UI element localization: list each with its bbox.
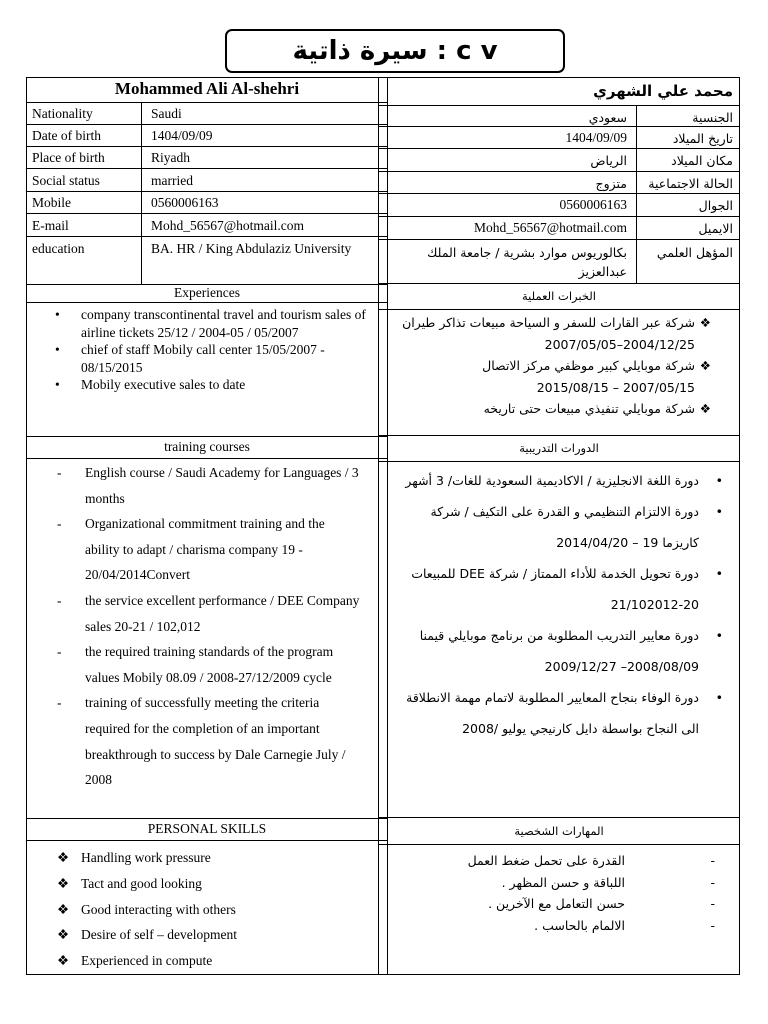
list-item: • company transcontinental travel and tourism sales of airline tickets 25/12 / 2004-05 / 05/2007 <box>55 307 366 340</box>
list-item: - الالمام بالحاسب . <box>534 917 715 933</box>
english-column <box>26 77 388 975</box>
skills-list <box>57 845 367 974</box>
experiences-heading: Experiences <box>174 285 240 300</box>
list-item: - Organizational commitment training and the ability to adapt / charisma company 19 - 20/04/2014Convert <box>57 516 325 583</box>
training-heading-ar: الدورات التدريبية <box>519 441 599 455</box>
list-item: • Mobily executive sales to date <box>55 377 246 392</box>
list-item: • دورة الوفاء بنجاح المعايير المطلوبة لاتمام مهمة الانطلاقة الى النجاح بواسطة دايل كارنيجي يوليو /2008 <box>406 690 723 736</box>
cv-title: سيرة ذاتية : c v <box>225 29 565 73</box>
label-education: education <box>32 241 85 256</box>
label-education-ar: المؤهل العلمي <box>656 245 733 260</box>
skills-list-ar <box>415 850 715 936</box>
label-nationality: Nationality <box>32 106 93 121</box>
training-heading: training courses <box>164 439 250 454</box>
skills-heading-ar: المهارات الشخصية <box>514 824 604 838</box>
value-education: BA. HR / King Abdulaziz University <box>151 241 352 256</box>
label-place-of-birth-ar: مكان الميلاد <box>671 153 733 168</box>
list-item: - اللباقة و حسن المظهر . <box>501 874 715 890</box>
list-item: ❖ Handling work pressure <box>57 845 367 871</box>
label-nationality-ar: الجنسية <box>692 110 733 125</box>
diamond-bullet-icon: ❖ <box>699 358 711 373</box>
list-item: - the service excellent performance / DEE Company sales 20-21 / 102,012 <box>57 592 360 634</box>
value-place-of-birth: Riyadh <box>151 150 190 165</box>
value-mobile-ar: 0560006163 <box>559 197 627 212</box>
diamond-bullet-icon: ❖ <box>699 315 711 330</box>
list-item: - حسن التعامل مع الآخرين . <box>488 896 715 911</box>
label-mobile-ar: الجوال <box>698 198 733 213</box>
value-education-ar: بكالوريوس موارد بشرية / جامعة الملك عبدالعزيز <box>427 245 627 279</box>
list-item: ❖ Desire of self – development <box>57 922 367 948</box>
diamond-bullet-icon: ❖ <box>57 850 70 865</box>
list-item: ❖ Experienced in compute <box>57 948 367 974</box>
diamond-bullet-icon: ❖ <box>57 927 70 943</box>
experiences-list <box>51 306 367 394</box>
list-item: • دورة تحويل الخدمة للأداء الممتاز / شركة DEE للمبيعات 20-21/102012 <box>411 566 723 612</box>
value-date-of-birth-ar: 1404/09/09 <box>565 130 627 145</box>
list-item: • دورة اللغة الانجليزية / الاكاديمية السعودية للغات/ 3 أشهر <box>405 473 723 488</box>
value-social-status-ar: متزوج <box>595 176 627 191</box>
list-item: - training of successfully meeting the criteria required for the completion of an important breakthrough to success by Dale Carnegie July / 2008 <box>57 695 346 788</box>
value-nationality-ar: سعودي <box>588 110 627 125</box>
list-item: ❖ شركة موبايلي كبير موظفي مركز الاتصال 2007/05/15 – 2015/08/15 <box>391 355 711 398</box>
list-item: ❖ شركة عبر القارات للسفر و السياحة مبيعات تذاكر طيران 2004/12/25–2007/05/05 <box>391 312 711 355</box>
list-item: ❖ شركة موبايلي تنفيذي مبيعات حتى تاريخه <box>391 398 711 420</box>
diamond-bullet-icon: ❖ <box>699 401 711 416</box>
value-nationality: Saudi <box>151 106 182 121</box>
label-date-of-birth: Date of birth <box>32 128 101 143</box>
label-email: E-mail <box>32 218 69 233</box>
value-place-of-birth-ar: الرياض <box>590 153 627 168</box>
value-email-ar: Mohd_56567@hotmail.com <box>473 220 627 235</box>
value-email: Mohd_56567@hotmail.com <box>151 218 305 233</box>
training-list-ar <box>393 465 723 744</box>
list-item: • دورة معايير التدريب المطلوبة من برنامج موبايلي قيمنا 2008/08/09– 2009/12/27 <box>419 628 723 674</box>
list-item: ❖ Good interacting with others <box>57 897 367 923</box>
arabic-name: محمد علي الشهري <box>593 82 733 100</box>
experiences-list-ar <box>391 312 711 420</box>
list-item: • chief of staff Mobily call center 15/05/2007 - 08/15/2015 <box>55 342 325 375</box>
label-mobile: Mobile <box>32 195 71 210</box>
list-item: - the required training standards of the program values Mobily 08.09 / 2008-27/12/2009 cycle <box>57 644 334 685</box>
list-item: ❖ Tact and good looking <box>57 871 367 897</box>
experiences-heading-ar: الخبرات العملية <box>522 289 596 303</box>
label-social-status: Social status <box>32 173 100 188</box>
label-date-of-birth-ar: تاريخ الميلاد <box>672 131 733 146</box>
list-item: - القدرة على تحمل ضغط العمل <box>467 853 715 868</box>
value-date-of-birth: 1404/09/09 <box>151 128 213 143</box>
arabic-column <box>378 77 740 975</box>
training-list <box>57 460 362 793</box>
value-social-status: married <box>151 173 193 188</box>
list-item: - English course / Saudi Academy for Languages / 3 months <box>57 465 359 506</box>
english-name: Mohammed Ali Al-shehri <box>114 79 300 98</box>
label-place-of-birth: Place of birth <box>32 150 105 165</box>
label-social-status-ar: الحالة الاجتماعية <box>648 176 733 191</box>
skills-heading: PERSONAL SKILLS <box>147 821 267 836</box>
diamond-bullet-icon: ❖ <box>57 953 70 969</box>
diamond-bullet-icon: ❖ <box>57 901 70 917</box>
value-mobile: 0560006163 <box>151 195 219 210</box>
diamond-bullet-icon: ❖ <box>57 875 70 891</box>
label-email-ar: الايميل <box>698 221 733 236</box>
list-item: • دورة الالتزام التنظيمي و القدرة على التكيف / شركة كاريزما 19 – 2014/04/20 <box>430 504 723 550</box>
